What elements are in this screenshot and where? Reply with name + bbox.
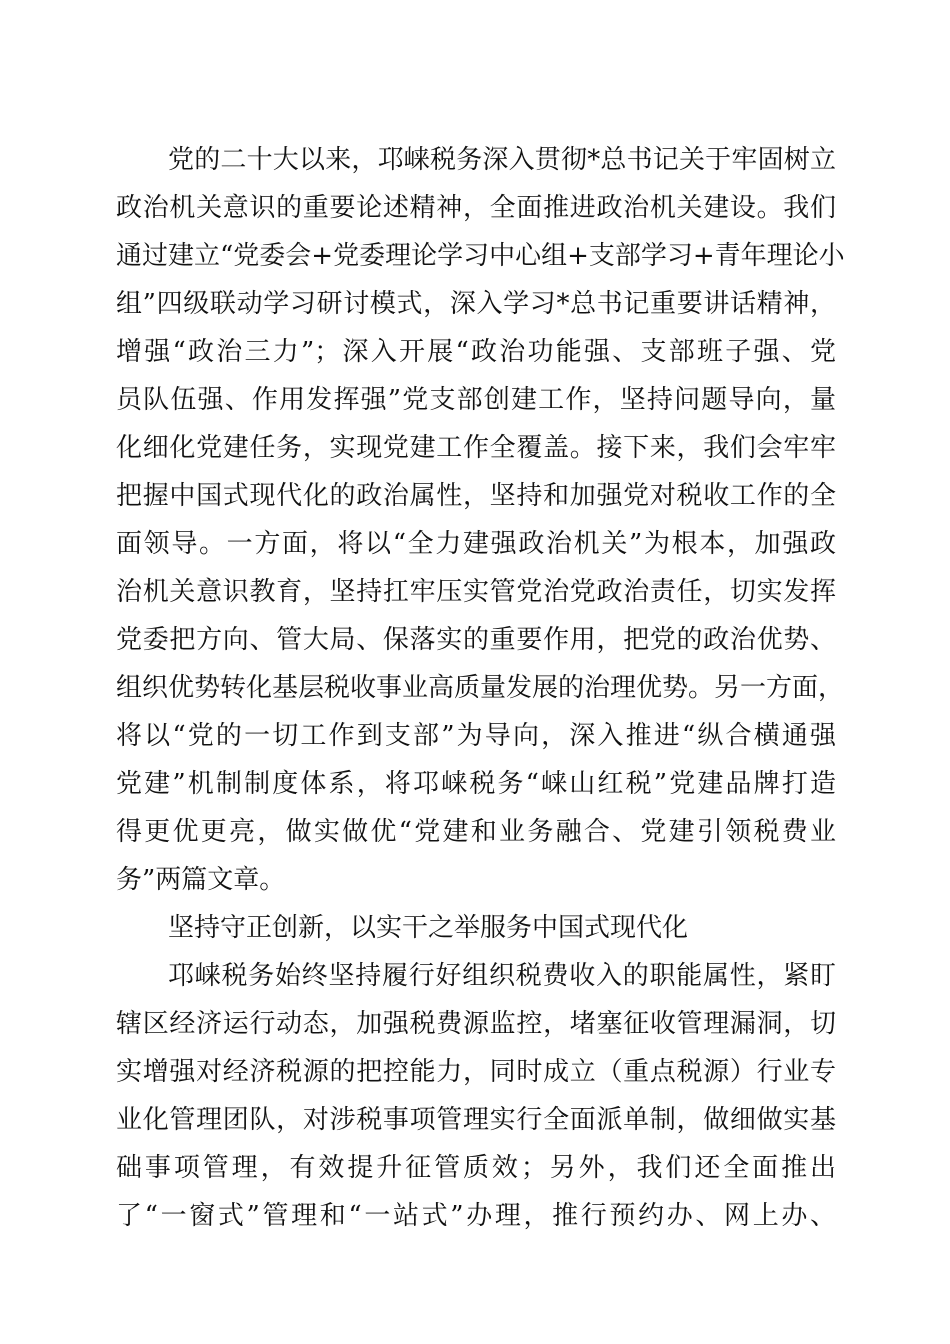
paragraph-2-line-2: 辖区经济运行动态，加强税费源监控，堵塞征收管理漏洞，切 — [116, 1009, 836, 1039]
paragraph-1-line-4: 组”四级联动学习研讨模式，深入学习*总书记重要讲话精神， — [116, 289, 836, 319]
paragraph-2-line-5: 础事项管理，有效提升征管质效；另外，我们还全面推出 — [116, 1153, 836, 1183]
paragraph-2-line-3: 实增强对经济税源的把控能力，同时成立（重点税源）行业专 — [116, 1057, 836, 1087]
paragraph-1-line-9: 面领导。一方面，将以“全力建强政治机关”为根本，加强政 — [116, 529, 836, 559]
paragraph-1-line-8: 把握中国式现代化的政治属性，坚持和加强党对税收工作的全 — [116, 481, 836, 511]
paragraph-1-line-10: 治机关意识教育，坚持扛牢压实管党治党政治责任，切实发挥 — [116, 577, 836, 607]
paragraph-2-line-6: 了“一窗式”管理和“一站式”办理，推行预约办、网上办、 — [116, 1201, 836, 1231]
paragraph-1-line-12: 组织优势转化基层税收事业高质量发展的治理优势。另一方面， — [116, 673, 845, 703]
paragraph-1-line-11: 党委把方向、管大局、保落实的重要作用，把党的政治优势、 — [116, 625, 836, 655]
paragraph-1-line-13: 将以“党的一切工作到支部”为导向，深入推进“纵合横通强 — [116, 721, 836, 751]
paragraph-2-line-1: 邛崃税务始终坚持履行好组织税费收入的职能属性，紧盯 — [168, 961, 836, 991]
paragraph-1-line-3: 通过建立“党委会+党委理论学习中心组+支部学习+青年理论小 — [116, 241, 845, 271]
paragraph-1-line-6: 员队伍强、作用发挥强”党支部创建工作，坚持问题导向，量 — [116, 385, 836, 415]
paragraph-1-line-7: 化细化党建任务，实现党建工作全覆盖。接下来，我们会牢牢 — [116, 433, 836, 463]
paragraph-1-line-16: 务”两篇文章。 — [116, 865, 286, 895]
paragraph-1-line-14: 党建”机制制度体系，将邛崃税务“崃山红税”党建品牌打造 — [116, 769, 836, 799]
section-heading: 坚持守正创新，以实干之举服务中国式现代化 — [168, 913, 689, 943]
paragraph-2-line-4: 业化管理团队，对涉税事项管理实行全面派单制，做细做实基 — [116, 1105, 836, 1135]
paragraph-1-line-5: 增强“政治三力”；深入开展“政治功能强、支部班子强、党 — [116, 337, 836, 367]
paragraph-1-line-1: 党的二十大以来，邛崃税务深入贯彻*总书记关于牢固树立 — [168, 145, 836, 175]
paragraph-1-line-2: 政治机关意识的重要论述精神，全面推进政治机关建设。我们 — [116, 193, 836, 223]
paragraph-1-line-15: 得更优更亮，做实做优“党建和业务融合、党建引领税费业 — [116, 817, 836, 847]
